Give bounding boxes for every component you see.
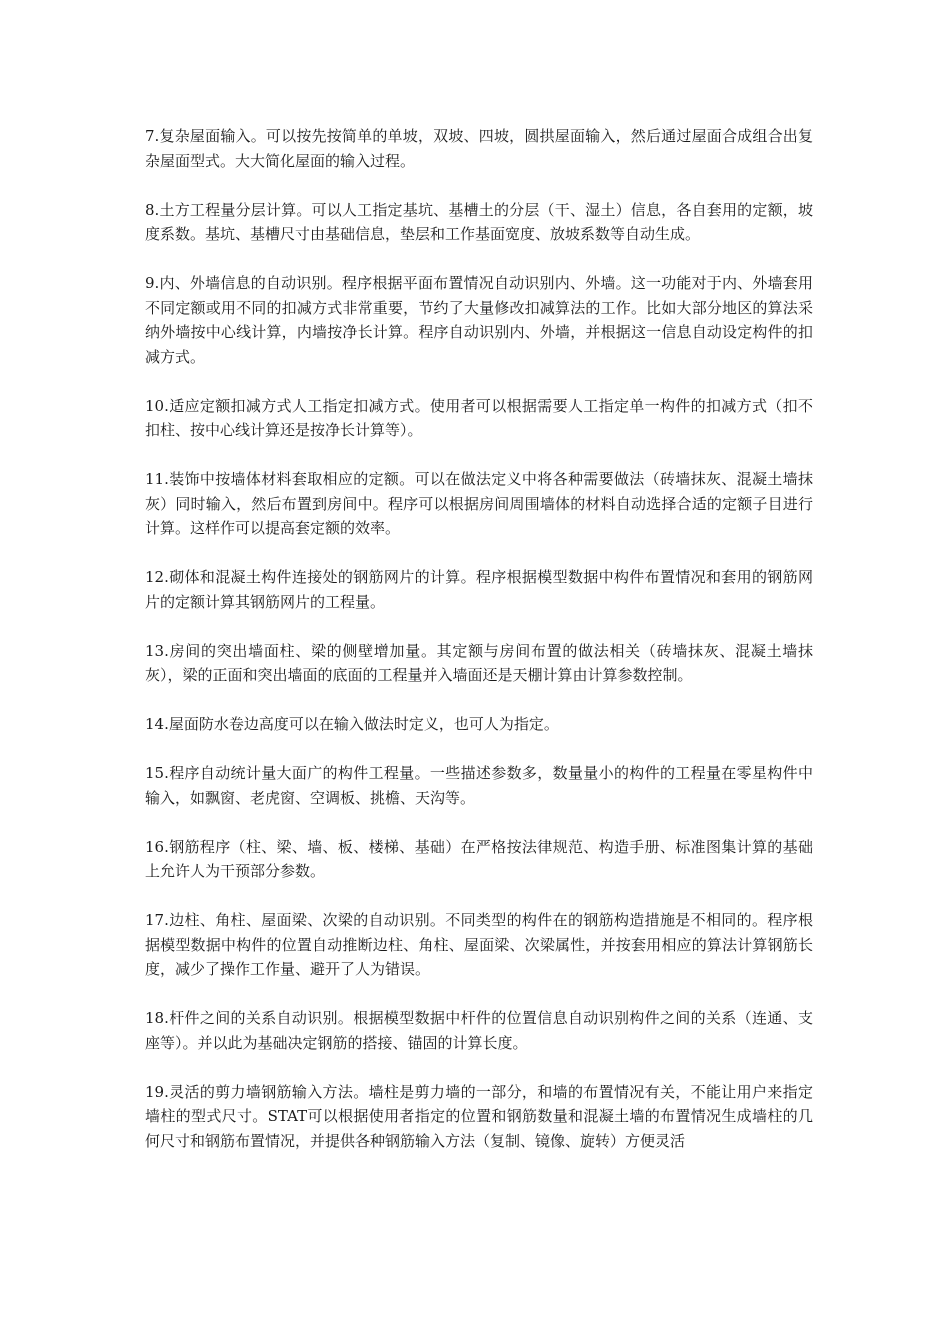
paragraph-item-7: 7.复杂屋面输入。可以按先按简单的单坡，双坡、四坡，圆拱屋面输入，然后通过屋面合成组合出复杂屋面型式。大大简化屋面的输入过程。 <box>145 127 813 170</box>
paragraph-item-8: 8.土方工程量分层计算。可以人工指定基坑、基槽土的分层（干、湿土）信息，各自套用的定额，坡度系数。基坑、基槽尺寸由基础信息，垫层和工作基面宽度、放坡系数等自动生成。 <box>145 200 813 243</box>
paragraph-item-11: 11.装饰中按墙体材料套取相应的定额。可以在做法定义中将各种需要做法（砖墙抹灰、混凝土墙抹灰）同时输入，然后布置到房间中。程序可以根据房间周围墙体的材料自动选择合适的定额子目进行计算。这样作可以提高套定额的效率。 <box>145 470 813 537</box>
paragraph-item-9: 9.内、外墙信息的自动识别。程序根据平面布置情况自动识别内、外墙。这一功能对于内、外墙套用不同定额或用不同的扣减方式非常重要，节约了大量修改扣减算法的工作。比如大部分地区的算法采纳外墙按中心线计算，内墙按净长计算。程序自动识别内、外墙，并根据这一信息自动设定构件的扣减方式。 <box>145 274 813 366</box>
paragraph-item-10: 10.适应定额扣减方式人工指定扣减方式。使用者可以根据需要人工指定单一构件的扣减方式（扣不扣柱、按中心线计算还是按净长计算等）。 <box>145 396 813 439</box>
paragraph-item-13: 13.房间的突出墙面柱、梁的侧壁增加量。其定额与房间布置的做法相关（砖墙抹灰、混凝土墙抹灰），梁的正面和突出墙面的底面的工程量并入墙面还是天棚计算由计算参数控制。 <box>145 641 813 684</box>
paragraph-item-19: 19.灵活的剪力墙钢筋输入方法。墙柱是剪力墙的一部分，和墙的布置情况有关，不能让用户来指定墙柱的型式尺寸。STAT可以根据使用者指定的位置和钢筋数量和混凝土墙的布置情况生成墙柱的几何尺寸和钢筋布置情况，并提供各种钢筋输入方法（复制、镜像、旋转）方便灵活 <box>145 1082 813 1150</box>
paragraph-item-18: 18.杆件之间的关系自动识别。根据模型数据中杆件的位置信息自动识别构件之间的关系（连通、支座等）。并以此为基础决定钢筋的搭接、锚固的计算长度。 <box>145 1009 813 1052</box>
document-body <box>145 124 813 1178</box>
paragraph-item-12: 12.砌体和混凝土构件连接处的钢筋网片的计算。程序根据模型数据中构件布置情况和套用的钢筋网片的定额计算其钢筋网片的工程量。 <box>145 568 813 611</box>
paragraph-item-16: 16.钢筋程序（柱、梁、墙、板、楼梯、基础）在严格按法律规范、构造手册、标准图集计算的基础上允许人为干预部分参数。 <box>145 837 813 880</box>
paragraph-item-14: 14.屋面防水卷边高度可以在输入做法时定义，也可人为指定。 <box>145 715 559 733</box>
paragraph-item-15: 15.程序自动统计量大面广的构件工程量。一些描述参数多，数量量小的构件的工程量在零星构件中输入，如飘窗、老虎窗、空调板、挑檐、天沟等。 <box>145 764 813 807</box>
paragraph-item-17: 17.边柱、角柱、屋面梁、次梁的自动识别。不同类型的构件在的钢筋构造措施是不相同的。程序根据模型数据中构件的位置自动推断边柱、角柱、屋面梁、次梁属性，并按套用相应的算法计算钢筋长度，减少了操作工作量、避开了人为错误。 <box>145 911 813 978</box>
